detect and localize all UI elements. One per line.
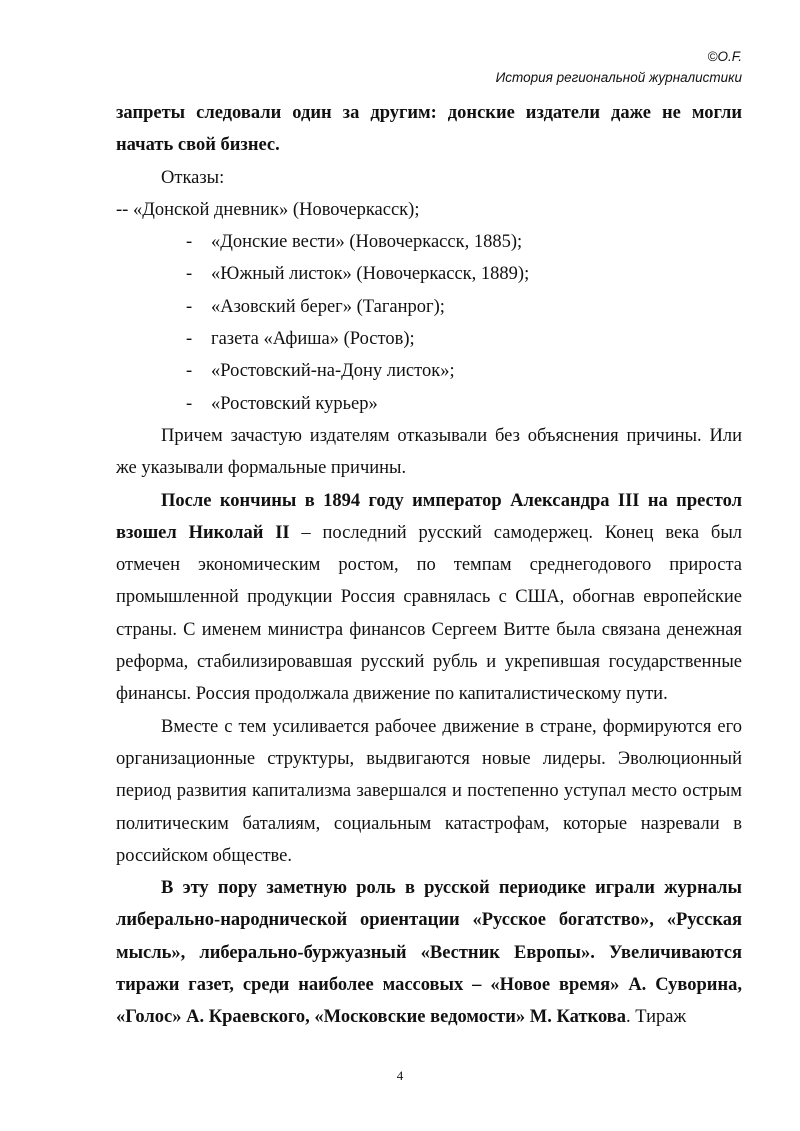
page-header xyxy=(496,46,742,88)
list-item: - «Южный листок» (Новочеркасск, 1889); xyxy=(116,258,742,290)
refusals-label: Отказы: xyxy=(161,167,225,188)
paragraph-periodicals xyxy=(116,872,742,1033)
copyright-line: ©O.F. xyxy=(707,49,742,64)
refusals-list xyxy=(116,226,742,420)
course-title: История региональной журналистики xyxy=(495,70,742,85)
paragraph-bans: запреты следовали один за другим: донские издатели даже не могли начать свой бизнес. xyxy=(116,103,742,156)
list-marker: - xyxy=(186,361,193,382)
list-marker: - xyxy=(186,232,193,253)
list-item: - «Донские вести» (Новочеркасск, 1885); xyxy=(116,226,742,258)
paragraph-nicholas xyxy=(116,485,742,711)
list-marker: - xyxy=(186,264,193,285)
paragraph-nicholas-bold: После кончины в 1894 году император Александра III на престол взошел Николай II xyxy=(116,490,742,543)
document-body xyxy=(116,97,742,1034)
list-item: - «Азовский берег» (Таганрог); xyxy=(116,291,742,323)
page-number: 4 xyxy=(396,1068,404,1083)
paragraph-workers-movement: Вместе с тем усиливается рабочее движение в стране, формируются его организационные структуры, выдвигаются новые лидеры. Эволюционный период развития капитализма завершался и постепенно уступал место острым политическим баталиям, социальным катастрофам, которые назревали в российском обществе. xyxy=(116,716,742,866)
first-refusal: -- «Донской дневник» (Новочеркасск); xyxy=(116,199,420,220)
paragraph-nicholas-rest: – последний русский самодержец. Конец века был отмечен экономическим ростом, по темпам среднегодового прироста промышленной продукции Россия сравнялась с США, обогнав европейские страны. С именем министра финансов Сергеем Витте была связана денежная реформа, стабилизировавшая русский рубль и укрепившая государственные финансы. Россия продолжала движение по капиталистическому пути. xyxy=(116,522,742,705)
list-item: - «Ростовский курьер» xyxy=(116,388,742,420)
paragraph-periodicals-bold: В эту пору заметную роль в русской периодике играли журналы либерально-народнической ориентации «Русское богатство», «Русская мысль», либерально-буржуазный «Вестник Европы». Увеличиваются тиражи газет, среди наиболее массовых – «Новое время» А. Суворина, «Голос» А. Краевского, «Московские ведомости» М. Каткова xyxy=(116,878,742,1028)
list-item: - газета «Афиша» (Ростов); xyxy=(116,323,742,355)
paragraph-refusal-reasons: Причем зачастую издателям отказывали без объяснения причины. Или же указывали формальные причины. xyxy=(116,425,742,479)
list-marker: - xyxy=(186,329,193,350)
list-marker: - xyxy=(186,296,193,317)
list-marker: - xyxy=(186,393,193,414)
paragraph-periodicals-rest: . Тираж xyxy=(625,1007,687,1028)
list-item: - «Ростовский-на-Дону листок»; xyxy=(116,355,742,387)
